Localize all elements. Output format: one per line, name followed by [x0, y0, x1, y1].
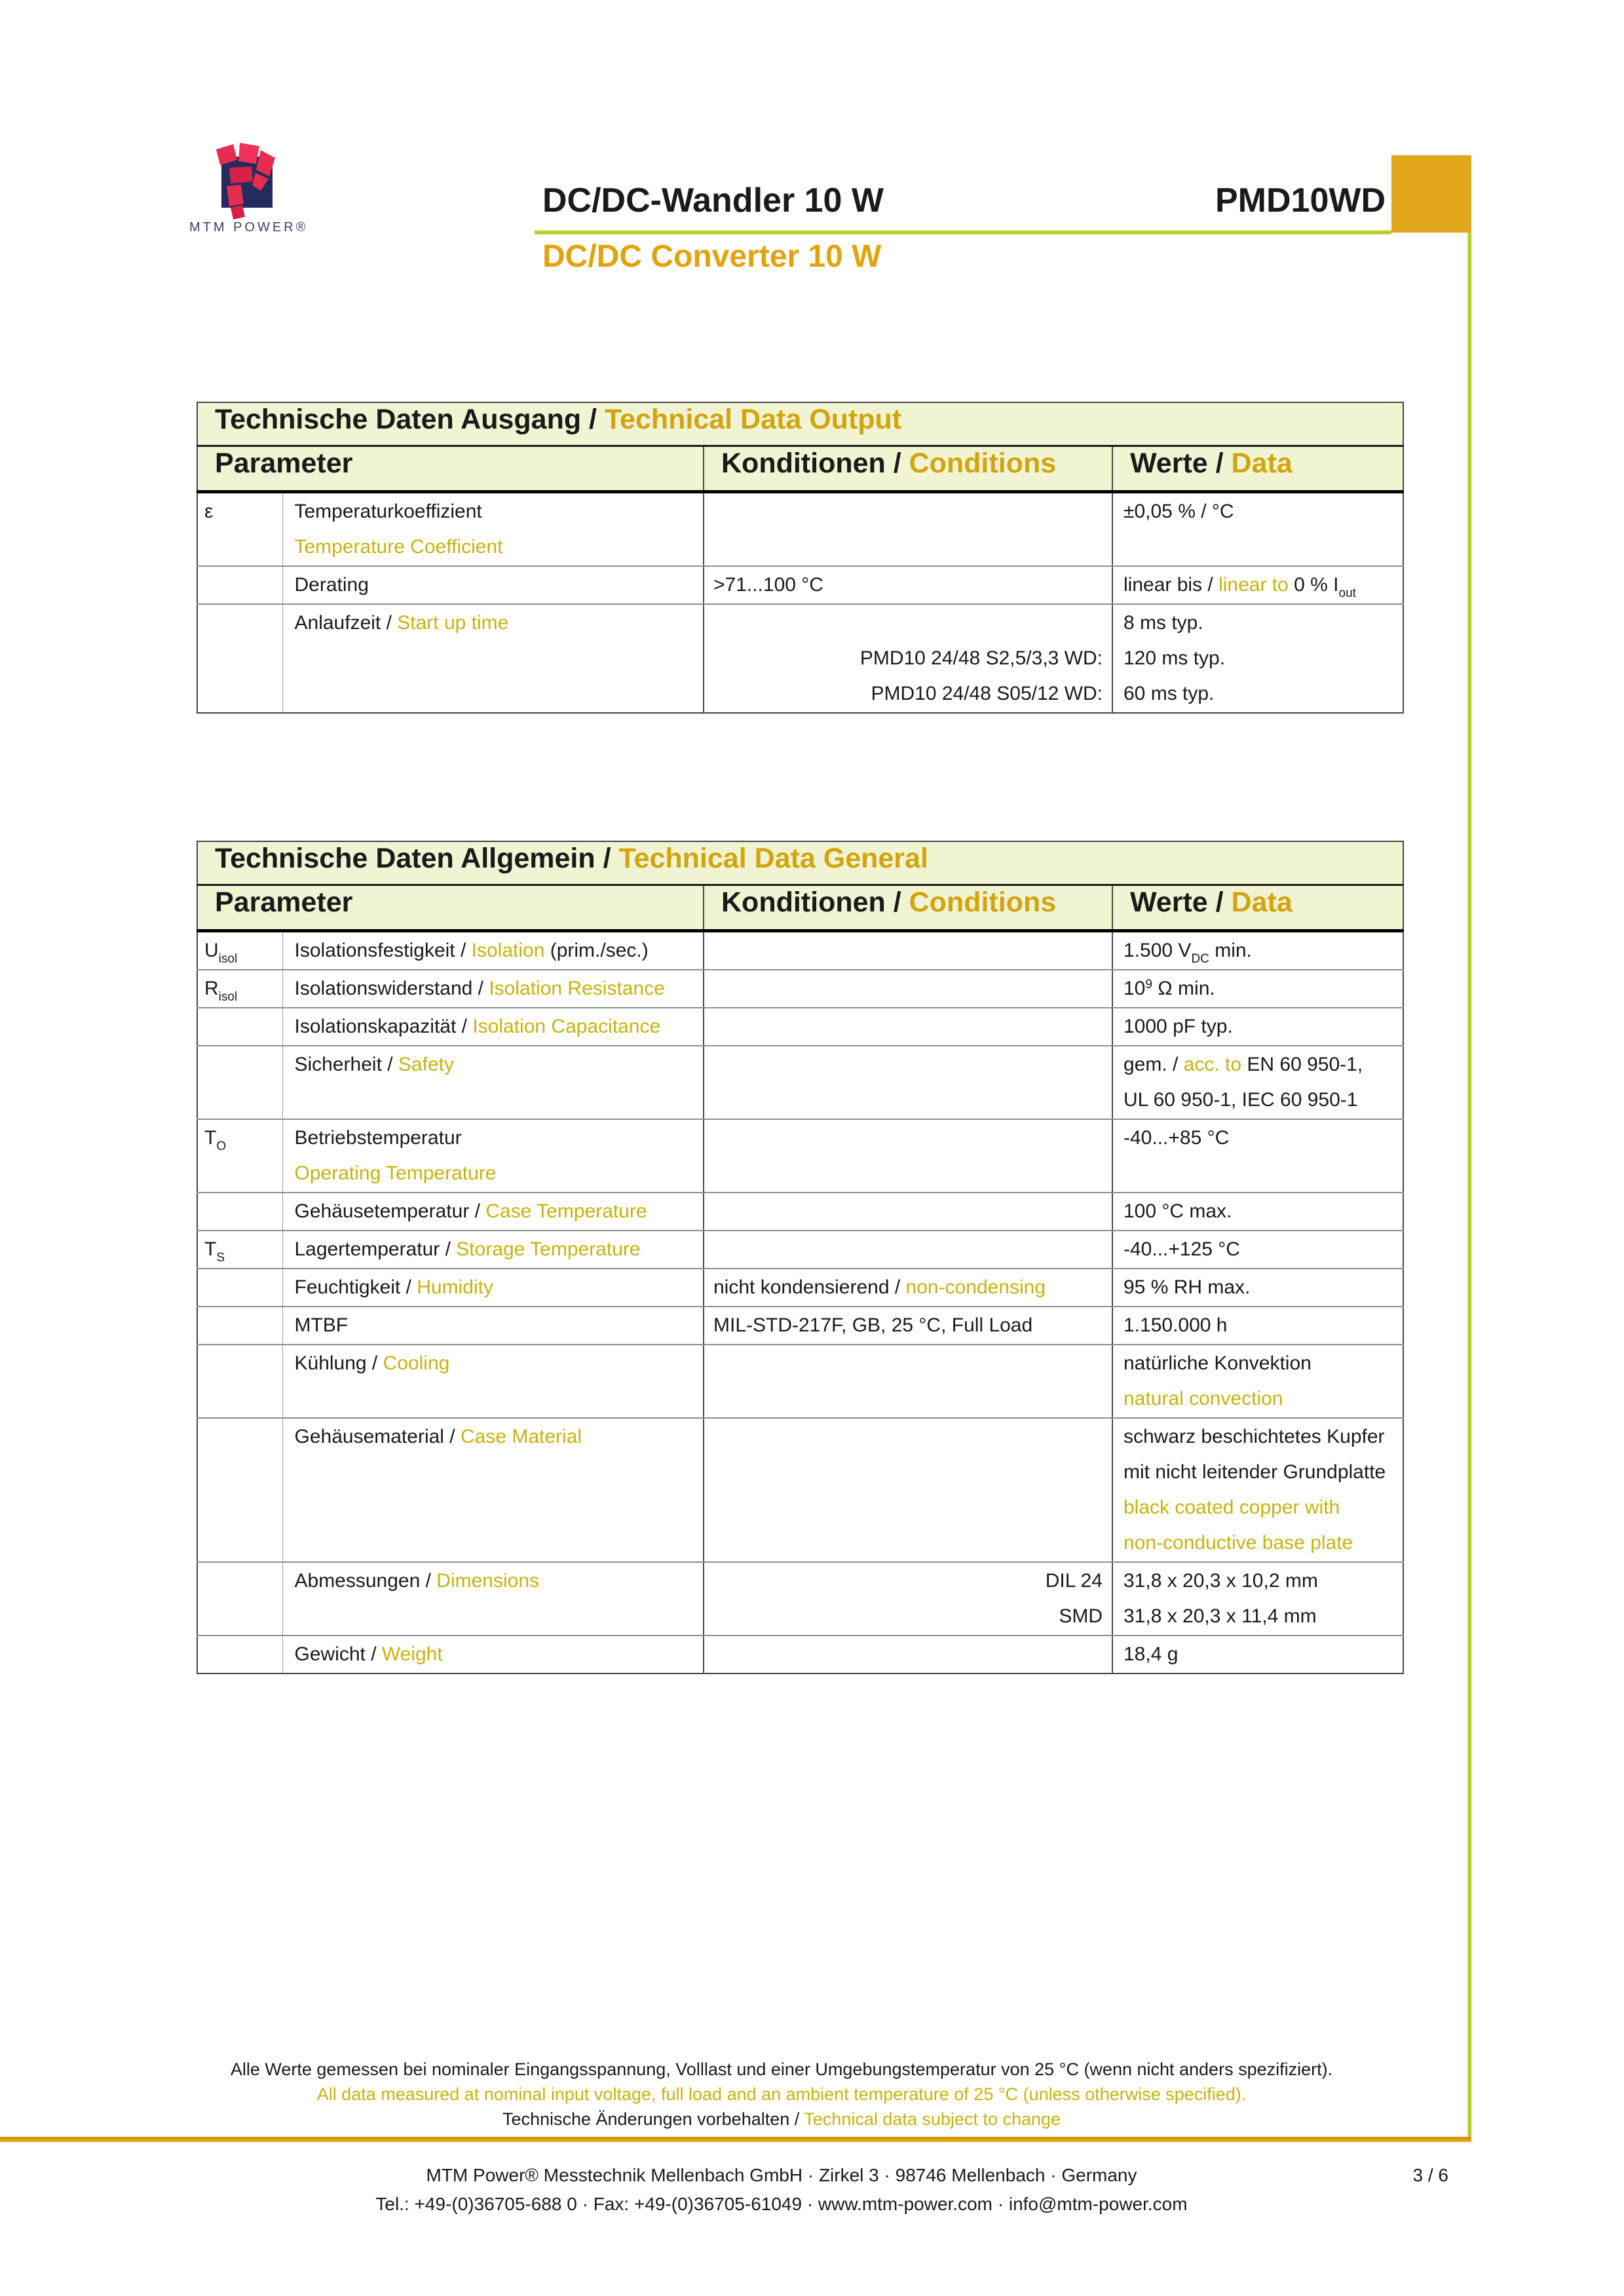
cell-symbol: $T_S$ — [197, 1231, 282, 1269]
cell-value — [1112, 566, 1403, 604]
cell-line: Sicherheit / Safety — [294, 1054, 454, 1075]
cell-line: Anlaufzeit / Start up time — [294, 612, 509, 634]
cell-value — [1112, 1119, 1403, 1193]
cell-line: 18,4 g — [1124, 1643, 1179, 1665]
cell-line: non-conductive base plate — [1124, 1532, 1353, 1554]
cell-conditions — [704, 1307, 1112, 1345]
cell-line: ±0,05 % / °C — [1124, 501, 1234, 522]
mtm-power-logo — [191, 138, 309, 220]
col-header-parameter: Parameter — [197, 885, 704, 931]
page-number: 3 / 6 — [1412, 2165, 1448, 2185]
cell-line: 8 ms typ. — [1124, 612, 1203, 634]
spec-table-general — [197, 841, 1404, 1674]
table-header-row — [197, 885, 1403, 931]
cell-conditions — [704, 1046, 1112, 1119]
cell-line: $10^9$ Ω min. — [1124, 978, 1215, 999]
cell-line: Feuchtigkeit / Humidity — [294, 1276, 493, 1298]
cell-line: SMD — [1059, 1605, 1103, 1627]
cell-conditions — [704, 1231, 1112, 1269]
cell-symbol — [197, 1562, 282, 1636]
brand-text: MTM POWER® — [189, 220, 309, 235]
cell-symbol — [197, 1008, 282, 1046]
table-row — [197, 1636, 1403, 1674]
table-row — [197, 1119, 1403, 1193]
cell-conditions — [704, 1636, 1112, 1674]
mtm-power-logo-icon — [191, 138, 309, 220]
cell-line: >71...100 °C — [713, 574, 823, 596]
table-row — [197, 931, 1403, 970]
cell-line — [713, 605, 1103, 641]
cell-line: schwarz beschichtetes Kupfer — [1124, 1426, 1385, 1447]
cell-value — [1112, 1345, 1403, 1418]
cell-value — [1112, 1636, 1403, 1674]
col-header-conditions: Konditionen / Conditions — [704, 446, 1112, 492]
cell-value — [1112, 1231, 1403, 1269]
cell-conditions — [704, 1119, 1112, 1193]
cell-parameter — [282, 1307, 704, 1345]
cell-conditions — [704, 1418, 1112, 1562]
cell-value — [1112, 492, 1403, 567]
note-change-en: Technical data subject to change — [804, 2109, 1061, 2129]
product-code: PMD10WD — [1215, 182, 1386, 220]
cell-line: Abmessungen / Dimensions — [294, 1570, 540, 1592]
table-row — [197, 1269, 1403, 1307]
cell-line: nicht kondensierend / non-condensing — [713, 1276, 1046, 1298]
cell-symbol — [197, 1418, 282, 1562]
col-header-values: Werte / Data — [1112, 885, 1403, 931]
cell-line: gem. / acc. to EN 60 950-1, — [1124, 1054, 1363, 1075]
table-row — [197, 1193, 1403, 1231]
cell-line: MIL-STD-217F, GB, 25 °C, Full Load — [713, 1314, 1033, 1336]
gold-corner-box — [1391, 155, 1471, 233]
table-row — [197, 1046, 1403, 1119]
cell-line: 1000 pF typ. — [1124, 1016, 1233, 1037]
spec-table-output — [197, 402, 1404, 714]
cell-conditions — [704, 1345, 1112, 1418]
cell-parameter — [282, 1636, 704, 1674]
cell-symbol — [197, 566, 282, 604]
cell-value — [1112, 931, 1403, 970]
table-title: Technische Daten Ausgang / Technical Data Output — [197, 402, 1403, 446]
cell-line: 1.500 $V_{DC}$ min. — [1124, 940, 1252, 966]
cell-line: 100 °C max. — [1124, 1200, 1232, 1222]
footer-rule — [0, 2137, 1471, 2142]
cell-line: PMD10 24/48 S05/12 WD: — [871, 683, 1103, 704]
table-title-row — [197, 841, 1403, 885]
footer-company: MTM Power® Messtechnik Mellenbach GmbH · Zirkel 3 · 98746 Mellenbach · Germany — [426, 2165, 1137, 2185]
cell-symbol — [197, 1345, 282, 1418]
cell-symbol — [197, 1193, 282, 1231]
cell-parameter — [282, 1418, 704, 1562]
cell-line: Temperaturkoeffizient — [294, 501, 482, 522]
cell-line: 95 % RH max. — [1124, 1276, 1251, 1298]
cell-line: 1.150.000 h — [1124, 1314, 1228, 1336]
cell-parameter — [282, 604, 704, 713]
table-row — [197, 970, 1403, 1008]
cell-symbol: $U_{isol}$ — [197, 931, 282, 970]
cell-line: Operating Temperature — [294, 1162, 497, 1184]
cell-conditions — [704, 970, 1112, 1008]
table-row — [197, 566, 1403, 604]
cell-line: mit nicht leitender Grundplatte — [1124, 1461, 1386, 1483]
cell-parameter — [282, 1345, 704, 1418]
cell-conditions — [704, 931, 1112, 970]
cell-parameter — [282, 1193, 704, 1231]
footer — [92, 2161, 1471, 2219]
measurement-notes — [92, 2057, 1471, 2132]
table-row — [197, 1231, 1403, 1269]
cell-parameter — [282, 566, 704, 604]
right-margin-rule — [1467, 233, 1471, 2141]
page-title-en: DC/DC Converter 10 W — [542, 239, 882, 274]
table-row — [197, 604, 1403, 713]
cell-value — [1112, 1418, 1403, 1562]
cell-line: Gehäusematerial / Case Material — [294, 1426, 582, 1447]
cell-line: DIL 24 — [1045, 1570, 1103, 1592]
cell-conditions — [704, 1562, 1112, 1636]
cell-value — [1112, 1046, 1403, 1119]
cell-value — [1112, 1193, 1403, 1231]
cell-line: -40...+85 °C — [1124, 1127, 1230, 1149]
table-row — [197, 1307, 1403, 1345]
cell-line: Gehäusetemperatur / Case Temperature — [294, 1200, 647, 1222]
cell-line: 31,8 x 20,3 x 11,4 mm — [1124, 1605, 1317, 1627]
cell-line: Derating — [294, 574, 369, 596]
cell-line: linear bis / linear to 0 % $I_{out}$ — [1124, 574, 1356, 600]
note-change — [92, 2107, 1471, 2132]
note-change-de: Technische Änderungen vorbehalten / — [502, 2109, 804, 2129]
cell-symbol — [197, 1307, 282, 1345]
table-row — [197, 1345, 1403, 1418]
cell-line: MTBF — [294, 1314, 349, 1336]
cell-parameter — [282, 1119, 704, 1193]
cell-parameter — [282, 931, 704, 970]
cell-line: Isolationskapazität / Isolation Capacitance — [294, 1016, 661, 1037]
note-de: Alle Werte gemessen bei nominaler Eingangsspannung, Volllast und einer Umgebungstemperatur von 25 °C (wenn nicht anders spezifiziert). — [230, 2059, 1333, 2079]
cell-conditions — [704, 1008, 1112, 1046]
cell-symbol: ε — [197, 492, 282, 567]
cell-parameter — [282, 1008, 704, 1046]
cell-parameter — [282, 492, 704, 567]
col-header-conditions: Konditionen / Conditions — [704, 885, 1112, 931]
cell-parameter — [282, 1046, 704, 1119]
cell-parameter — [282, 1562, 704, 1636]
technical-data-output-table — [197, 402, 1403, 714]
cell-parameter — [282, 970, 704, 1008]
header-rule — [535, 230, 1391, 235]
cell-symbol — [197, 1269, 282, 1307]
table-row — [197, 1418, 1403, 1562]
cell-line: Isolationsfestigkeit / Isolation (prim./sec.) — [294, 940, 649, 961]
table-header-row — [197, 446, 1403, 492]
cell-line: Isolationswiderstand / Isolation Resistance — [294, 978, 665, 999]
cell-value — [1112, 970, 1403, 1008]
technical-data-general-table — [197, 841, 1403, 1674]
table-title-row — [197, 402, 1403, 446]
cell-value — [1112, 1269, 1403, 1307]
cell-value — [1112, 604, 1403, 713]
cell-line: 31,8 x 20,3 x 10,2 mm — [1124, 1570, 1318, 1592]
note-en: All data measured at nominal input voltage, full load and an ambient temperature of 25 °C (unless otherwise specified). — [316, 2084, 1247, 2104]
cell-conditions — [704, 1269, 1112, 1307]
cell-conditions — [704, 1193, 1112, 1231]
page-title-de: DC/DC-Wandler 10 W — [542, 182, 884, 220]
table-row — [197, 1562, 1403, 1636]
cell-conditions — [704, 492, 1112, 567]
cell-line: UL 60 950-1, IEC 60 950-1 — [1124, 1089, 1358, 1111]
cell-line: natural convection — [1124, 1388, 1283, 1409]
table-row — [197, 492, 1403, 567]
cell-symbol — [197, 604, 282, 713]
cell-line: PMD10 24/48 S2,5/3,3 WD: — [859, 647, 1103, 669]
cell-line: Betriebstemperatur — [294, 1127, 462, 1149]
cell-parameter — [282, 1231, 704, 1269]
cell-conditions — [704, 566, 1112, 604]
table-row — [197, 1008, 1403, 1046]
cell-value — [1112, 1307, 1403, 1345]
cell-symbol: $R_{isol}$ — [197, 970, 282, 1008]
col-header-parameter: Parameter — [197, 446, 704, 492]
cell-symbol: $T_O$ — [197, 1119, 282, 1193]
cell-line: Lagertemperatur / Storage Temperature — [294, 1238, 641, 1260]
cell-value — [1112, 1008, 1403, 1046]
cell-line: natürliche Konvektion — [1124, 1352, 1312, 1374]
col-header-values: Werte / Data — [1112, 446, 1403, 492]
cell-conditions — [704, 604, 1112, 713]
cell-line: Kühlung / Cooling — [294, 1352, 450, 1374]
cell-symbol — [197, 1046, 282, 1119]
cell-line: Gewicht / Weight — [294, 1643, 443, 1665]
cell-line: -40...+125 °C — [1124, 1238, 1240, 1260]
footer-contact: Tel.: +49-(0)36705-688 0 · Fax: +49-(0)36705-61049 · www.mtm-power.com · info@mtm-power.com — [375, 2194, 1188, 2214]
cell-parameter — [282, 1269, 704, 1307]
cell-symbol — [197, 1636, 282, 1674]
cell-line: black coated copper with — [1124, 1497, 1340, 1518]
cell-line: 120 ms typ. — [1124, 647, 1226, 669]
table-title: Technische Daten Allgemein / Technical Data General — [197, 841, 1403, 885]
cell-line: Temperature Coefficient — [294, 536, 503, 558]
cell-value — [1112, 1562, 1403, 1636]
cell-line: 60 ms typ. — [1124, 683, 1215, 704]
